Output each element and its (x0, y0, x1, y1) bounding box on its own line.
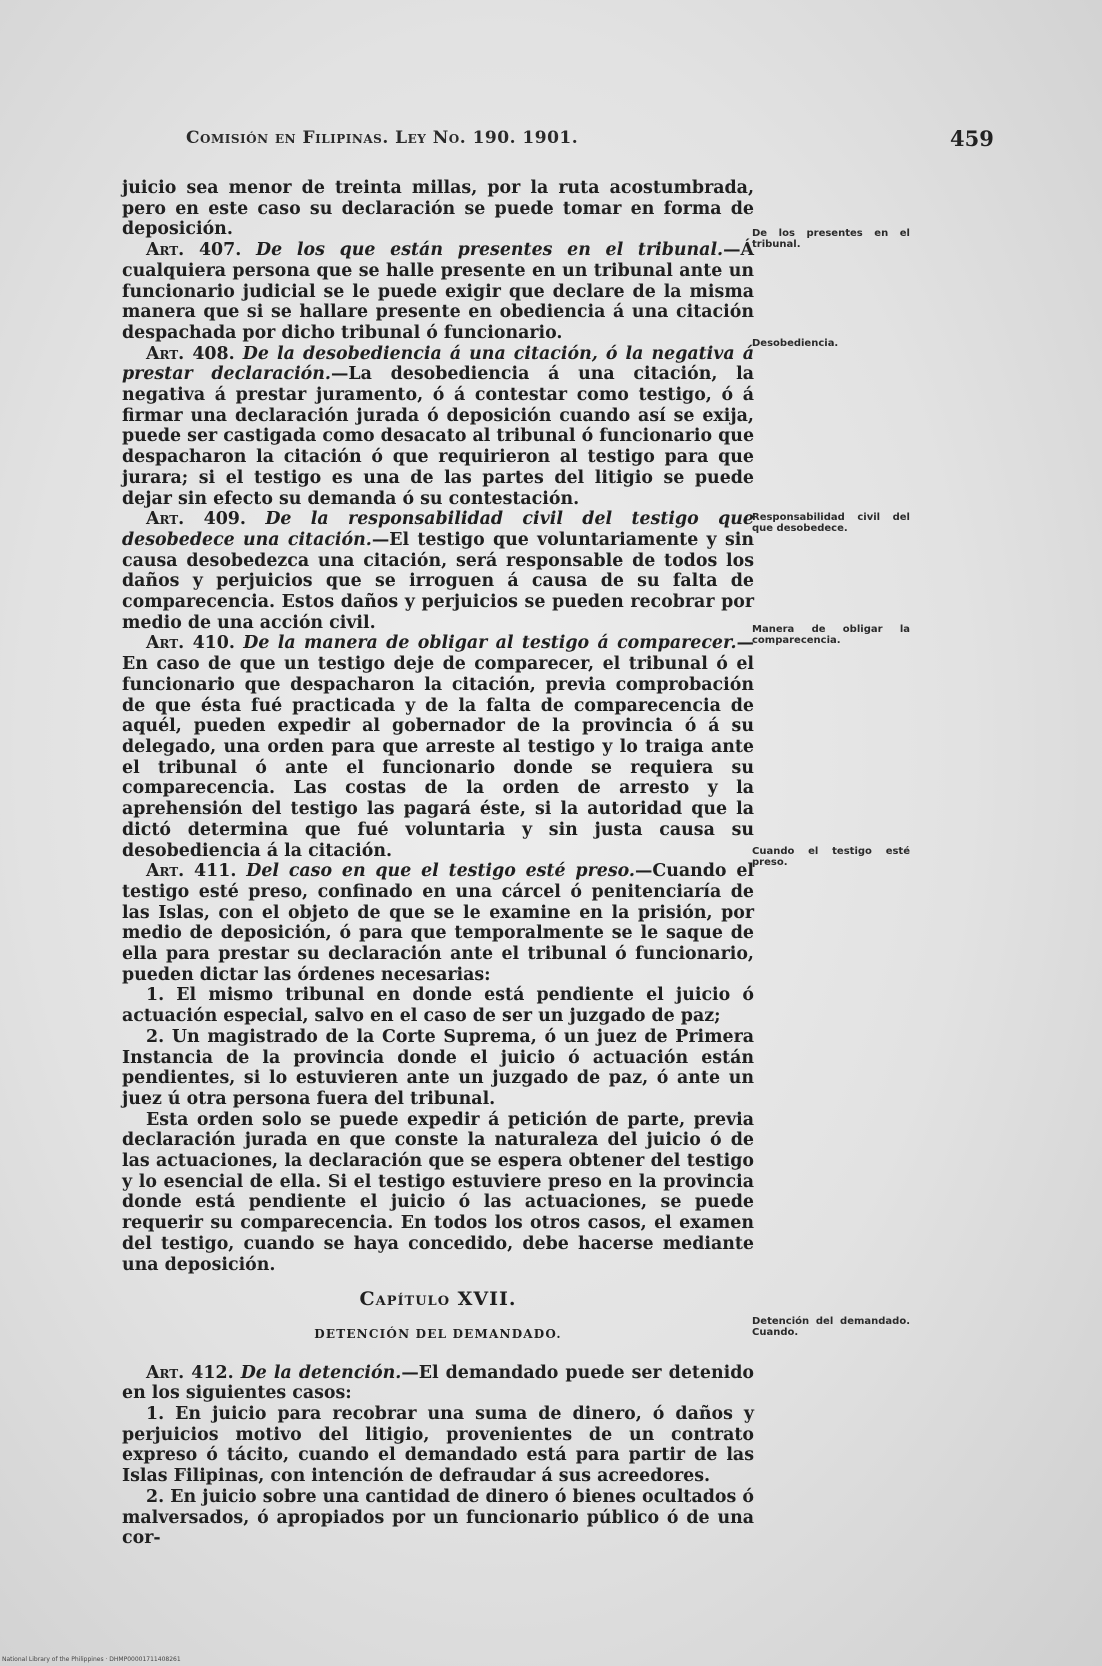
article-title: De la detención. (240, 1362, 402, 1383)
article-411-item-2: 2. Un magistrado de la Corte Suprema, ó un juez de Primera Instancia de la provincia donde el juicio ó actuación están pendientes, si lo estuvieren ante un juzgado de paz, ó ante un juez ú otra persona fuera del tribunal. (122, 1026, 754, 1109)
article-number: Art. 407. (146, 240, 242, 261)
main-text (122, 178, 754, 1549)
article-411-closing: Esta orden solo se puede expedir á petición de parte, previa declaración jurada en que conste la naturaleza del juicio ó de las actuaciones, la declaración que se espera obtener del testigo y lo esencial de ella. Si el testigo estuviere preso en la provincia donde está pendiente el juicio ó las actuaciones, se puede requerir su comparecencia. En todos los otros casos, el examen del testigo, cuando se haya concedido, debe hacerse mediante una deposición. (122, 1109, 754, 1275)
margin-note-411: Cuando el testigo esté preso. (752, 846, 910, 868)
scan-credit: National Library of the Philippines · DHMP0000171140826​1 (2, 1656, 181, 1663)
margin-note-412: Detención del demandado. Cuando. (752, 1316, 910, 1338)
article-title: De la responsabilidad civil del testigo que desobedece una citación. (122, 509, 754, 550)
article-text: —Á cualquiera persona que se halle presente en un tribunal ante un funcionario judicial se le puede exigir que declare de la misma manera que si se hallare presente en obediencia á una citación despachada por dicho tribunal ó funcionario. (122, 240, 755, 343)
article-title: Del caso en que el testigo esté preso. (246, 861, 635, 882)
article-number: Art. 411. (146, 861, 237, 882)
section-heading: DETENCIÓN DEL DEMANDADO. (314, 1326, 562, 1341)
article-411-item-1: 1. El mismo tribunal en donde está pendiente el juicio ó actuación especial, salvo en el caso de ser un juzgado de paz; (122, 985, 754, 1027)
continuation-paragraph: juicio sea menor de treinta millas, por la ruta acostumbrada, pero en este caso su declaración se puede tomar en forma de deposición. (122, 178, 754, 240)
margin-note-409: Responsabilidad civil del que desobedece. (752, 512, 910, 534)
article-411 (122, 861, 754, 985)
article-title: De la desobediencia á una citación, ó la negativa á prestar declaración. (122, 343, 755, 385)
margin-note-410: Manera de obligar la comparecencia. (752, 624, 910, 646)
article-412-item-2: 2. En juicio sobre una cantidad de dinero ó bienes ocultados ó malversados, ó apropiados por un funcionario público ó de una cor- (122, 1486, 754, 1549)
article-number: Art. 408. (146, 343, 235, 364)
article-409 (122, 509, 754, 633)
article-412 (122, 1363, 754, 1404)
article-number: Art. 410. (146, 633, 235, 654)
article-407 (122, 240, 754, 344)
article-title: De la manera de obligar al testigo á comparecer. (243, 633, 737, 654)
article-title: De los que están presentes en el tribunal. (256, 240, 724, 261)
article-408 (122, 344, 754, 510)
article-text: —El demandado puede ser detenido en los siguientes casos: (122, 1362, 754, 1404)
article-text: —Cuando el testigo esté preso, confinado en una cárcel ó penitenciaría de las Islas, con el objeto de que se le examine en la prisión, por medio de deposición, ó para que temporalmente se le saque de ella para prestar su declaración ante el tribunal ó funcionario, pueden dictar las órdenes necesarias: (122, 861, 755, 985)
article-number: Art. 412. (146, 1362, 234, 1383)
article-number: Art. 409. (146, 509, 246, 530)
page-number: 459 (950, 126, 994, 151)
running-header: Comisión en Filipinas. Ley No. 190. 1901. (186, 128, 579, 148)
chapter-heading: Capítulo XVII. (359, 1288, 517, 1311)
article-text: —El testigo que voluntariamente y sin causa desobedezca una citación, será responsable de todos los daños y perjuicios que se irroguen á causa de su falta de comparecencia. Estos daños y perjuicios se pueden recobrar por medio de una acción civil. (122, 529, 754, 633)
article-text: —En caso de que un testigo deje de comparecer, el tribunal ó el funcionario que despacharon la citación, previa comprobación de que ésta fué practicada y de la falta de comparecencia de aquél, pueden expedir al gobernador de la provincia ó á su delegado, una orden para que arreste al testigo y lo traiga ante el tribunal ó ante el funcionario donde se requiera su comparecencia. Las costas de la orden de arresto y la aprehensión del testigo las pagará éste, si la autoridad que la dictó determina que fué voluntaria y sin justa causa su desobediencia á la citación. (122, 633, 754, 861)
article-410 (122, 633, 754, 861)
margin-note-408: Desobediencia. (752, 338, 839, 349)
article-412-item-1: 1. En juicio para recobrar una suma de dinero, ó daños y perjuicios motivo del litigio, provenientes de un contrato expreso ó tácito, cuando el demandado está para partir de las Islas Filipinas, con intención de defraudar á sus acreedores. (122, 1404, 754, 1487)
margin-note-407: De los presentes en el tribunal. (752, 228, 910, 250)
article-text: —La desobediencia á una citación, la negativa á prestar juramento, ó á contestar como testigo, ó á firmar una declaración jurada ó deposición cuando así se exija, puede ser castigada como desacato al tribunal ó funcionario que despacharon la citación ó que requirieron al testigo para que jurara; si el testigo es una de las partes del litigio se puede dejar sin efecto su demanda ó su contestación. (122, 364, 755, 509)
